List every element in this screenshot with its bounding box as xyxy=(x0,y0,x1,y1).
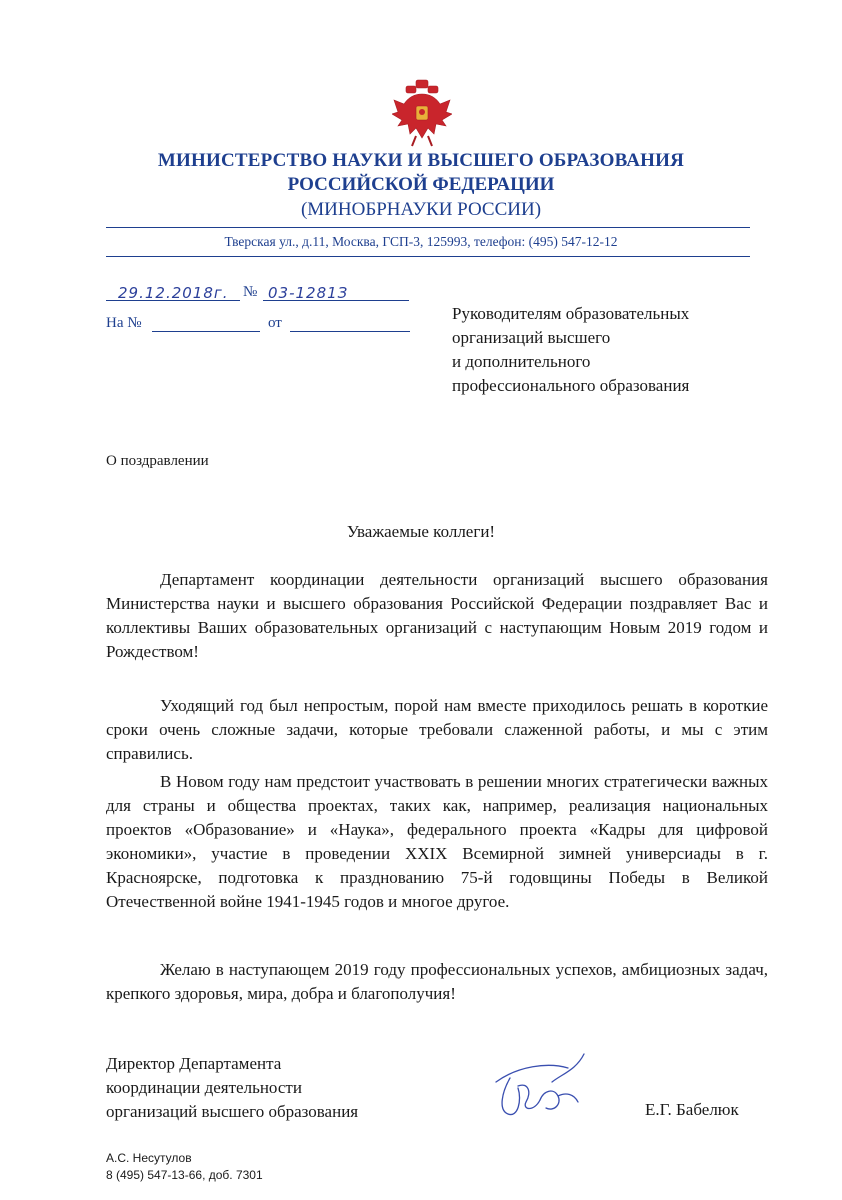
header-divider-top xyxy=(106,227,750,228)
ministry-name-line1: МИНИСТЕРСТВО НАУКИ И ВЫСШЕГО ОБРАЗОВАНИЯ xyxy=(157,150,685,171)
reply-from-underline xyxy=(290,331,410,332)
signatory-title-line: Директор Департамента xyxy=(106,1054,282,1073)
signatory-title xyxy=(106,1052,358,1124)
ministry-short-name: (МИНОБРНАУКИ РОССИИ) xyxy=(300,199,542,220)
coat-of-arms-icon xyxy=(392,78,452,148)
header-divider-bottom xyxy=(106,256,750,257)
addressee-line: профессионального образования xyxy=(452,376,690,395)
handwritten-signature-icon xyxy=(488,1052,588,1124)
number-label: № xyxy=(243,284,258,300)
greeting: Уважаемые коллеги! xyxy=(346,522,496,541)
reply-from-label: от xyxy=(268,315,282,331)
body-paragraph: Департамент координации деятельности организаций высшего образования Министерства науки и высшего образования Российской Федерации поздравляет Вас и коллективы Ваших образовательных организаций с наступающим Новым 2019 годом и Рождеством! xyxy=(106,570,768,661)
executor-info xyxy=(106,1150,263,1184)
executor-phone: 8 (495) 547-13-66, доб. 7301 xyxy=(106,1168,263,1182)
addressee-line: и дополнительного xyxy=(452,352,591,371)
document-date: 29.12.2018г. xyxy=(118,284,229,302)
signatory-title-line: координации деятельности xyxy=(106,1078,302,1097)
signatory-name: Е.Г. Бабелюк xyxy=(645,1100,739,1119)
body-paragraph: Уходящий год был непростым, порой нам вместе приходилось решать в короткие сроки очень сложные задачи, которые требовали слаженной работы, и мы с этим справились. xyxy=(106,696,768,763)
reply-number-underline xyxy=(152,331,260,332)
body-paragraph: Желаю в наступающем 2019 году профессиональных успехов, амбициозных задач, крепкого здоровья, мира, добра и благополучия! xyxy=(106,960,768,1003)
executor-name: А.С. Несутулов xyxy=(106,1151,192,1165)
reply-number-label: На № xyxy=(106,315,142,331)
addressee-line: Руководителям образовательных xyxy=(452,304,690,323)
document-number: 03-1281З xyxy=(268,284,349,302)
letter-subject: О поздравлении xyxy=(106,453,209,469)
addressee-block xyxy=(452,302,782,398)
ministry-name-line2: РОССИЙСКОЙ ФЕДЕРАЦИИ xyxy=(287,174,555,195)
signatory-title-line: организаций высшего образования xyxy=(106,1102,359,1121)
addressee-line: организаций высшего xyxy=(452,328,611,347)
ministry-address: Тверская ул., д.11, Москва, ГСП-3, 125993, телефон: (495) 547-12-12 xyxy=(224,234,618,249)
body-paragraph: В Новом году нам предстоит участвовать в решении многих стратегически важных для страны и общества проектах, таких как, например, реализация национальных проектов «Образование» и «Наука», федерального проекта «Кадры для цифровой экономики», участие в проведении XXIX Всемирной зимней универсиады в г. Красноярске, подготовка к празднованию 75-й годовщины Победы в Великой Отечественной войне 1941-1945 годов и многое другое. xyxy=(106,772,768,911)
